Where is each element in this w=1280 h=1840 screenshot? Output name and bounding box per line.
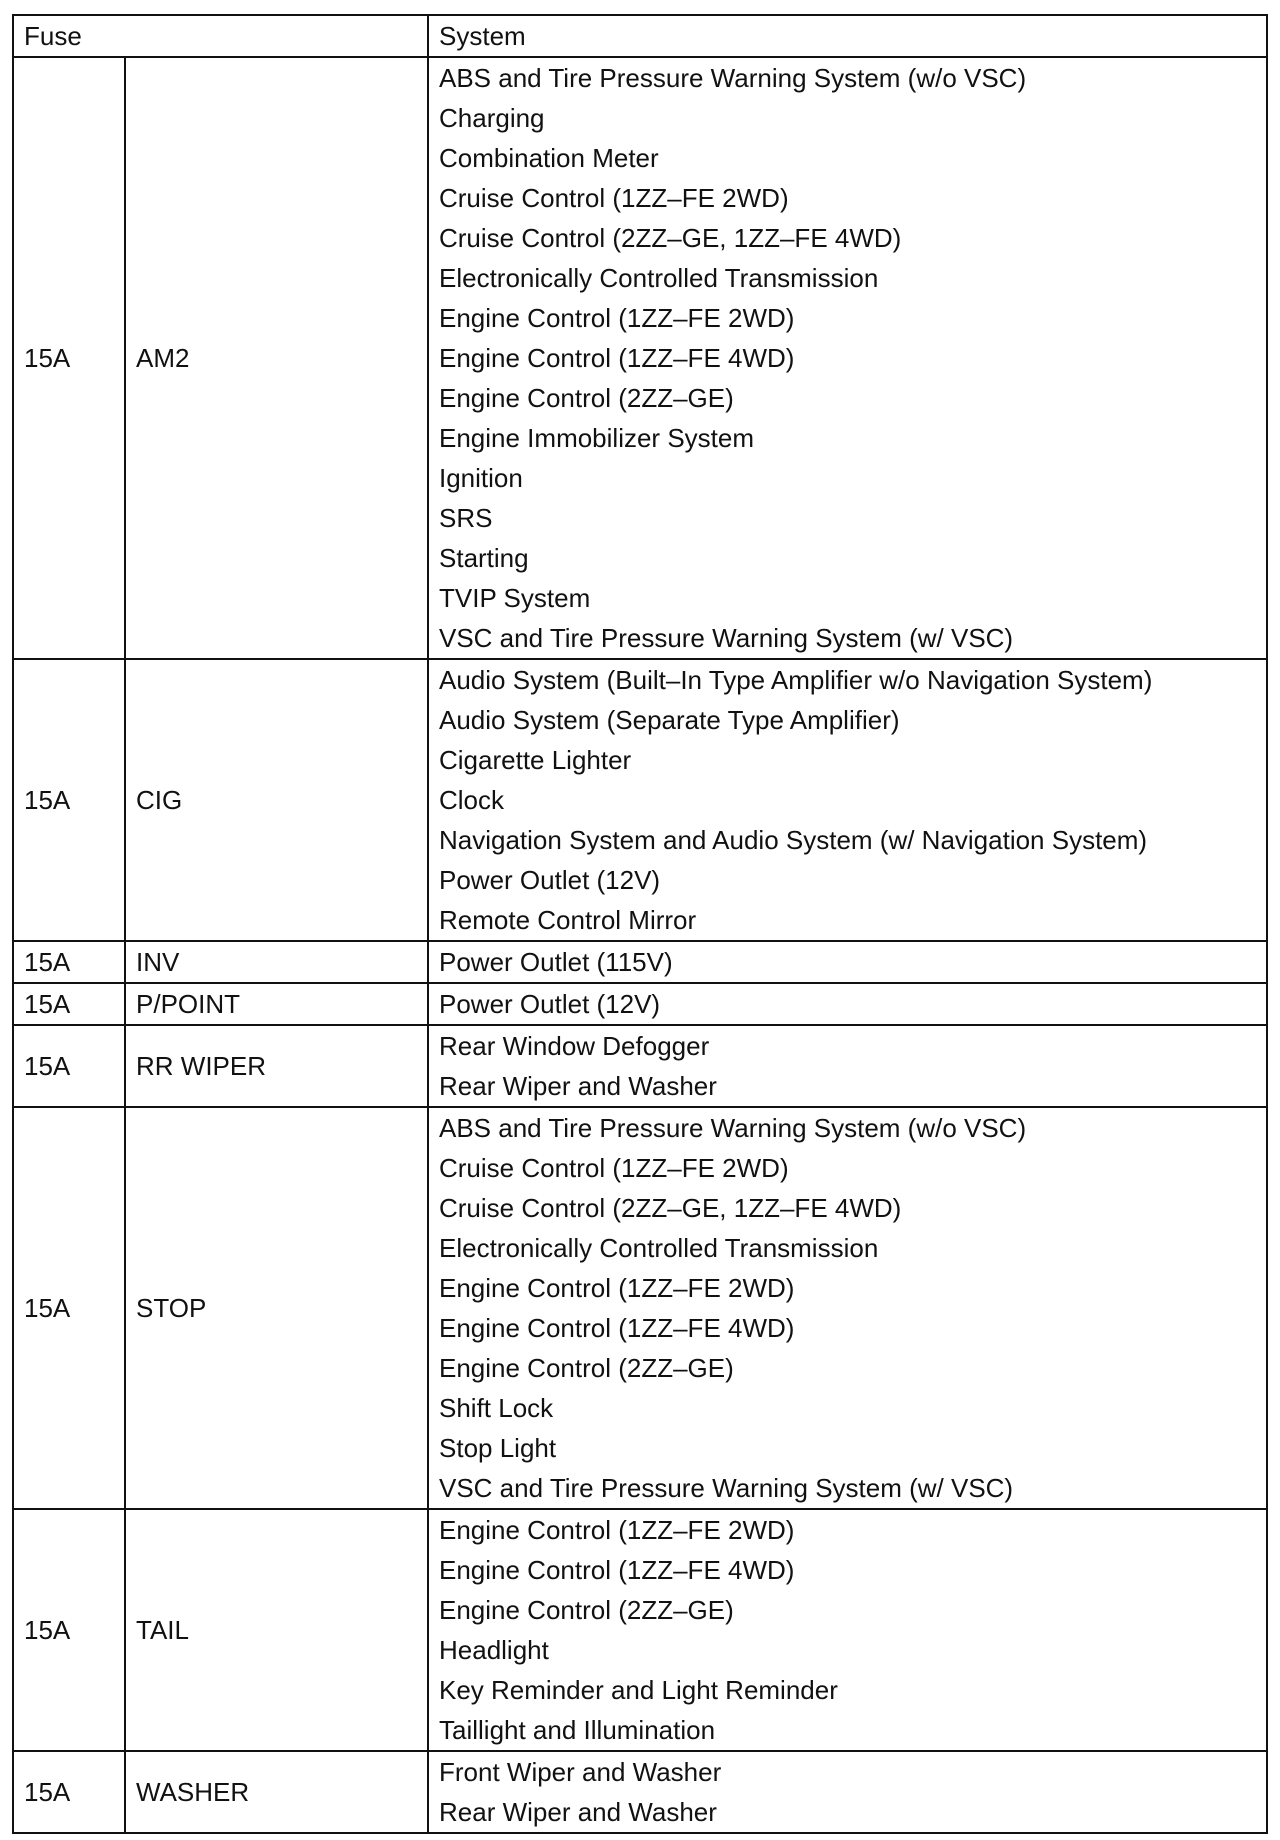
system-item: Engine Control (2ZZ–GE) bbox=[439, 1595, 734, 1625]
system-item: Electronically Controlled Transmission bbox=[439, 1233, 879, 1263]
fuse-systems bbox=[428, 1025, 1267, 1107]
fuse-systems bbox=[428, 1107, 1267, 1509]
system-item: Engine Control (2ZZ–GE) bbox=[439, 383, 734, 413]
fuse-name: AM2 bbox=[125, 57, 428, 659]
system-item: Headlight bbox=[439, 1635, 549, 1665]
system-item: Key Reminder and Light Reminder bbox=[439, 1675, 838, 1705]
system-item: Engine Control (1ZZ–FE 2WD) bbox=[439, 1515, 795, 1545]
fuse-systems bbox=[428, 983, 1267, 1025]
fuse-systems bbox=[428, 659, 1267, 941]
system-item: Electronically Controlled Transmission bbox=[439, 263, 879, 293]
system-item: Ignition bbox=[439, 463, 523, 493]
system-item: VSC and Tire Pressure Warning System (w/ VSC) bbox=[439, 623, 1014, 653]
system-item: Starting bbox=[439, 543, 529, 573]
system-item: Clock bbox=[439, 785, 505, 815]
system-item: Engine Control (1ZZ–FE 2WD) bbox=[439, 303, 795, 333]
system-item: Cigarette Lighter bbox=[439, 745, 632, 775]
system-item: SRS bbox=[439, 503, 493, 533]
fuse-name: P/POINT bbox=[125, 983, 428, 1025]
fuse-amperage: 15A bbox=[13, 941, 125, 983]
system-item: Navigation System and Audio System (w/ Navigation System) bbox=[439, 825, 1148, 855]
system-item: Cruise Control (1ZZ–FE 2WD) bbox=[439, 1153, 789, 1183]
fuse-amperage: 15A bbox=[13, 983, 125, 1025]
system-item: Rear Wiper and Washer bbox=[439, 1797, 717, 1827]
fuse-systems bbox=[428, 941, 1267, 983]
fuse-systems bbox=[428, 1751, 1267, 1833]
system-item: Cruise Control (2ZZ–GE, 1ZZ–FE 4WD) bbox=[439, 223, 902, 253]
system-item: ABS and Tire Pressure Warning System (w/o VSC) bbox=[439, 63, 1027, 93]
system-item: Power Outlet (12V) bbox=[439, 989, 661, 1019]
system-item: Power Outlet (12V) bbox=[439, 865, 661, 895]
system-item: Stop Light bbox=[439, 1433, 557, 1463]
system-item: Cruise Control (2ZZ–GE, 1ZZ–FE 4WD) bbox=[439, 1193, 902, 1223]
fuse-row bbox=[13, 659, 1267, 941]
fuse-name: STOP bbox=[125, 1107, 428, 1509]
system-item: Engine Control (1ZZ–FE 2WD) bbox=[439, 1273, 795, 1303]
fuse-systems bbox=[428, 1509, 1267, 1751]
fuse-table bbox=[12, 14, 1268, 1834]
fuse-amperage: 15A bbox=[13, 659, 125, 941]
fuse-row bbox=[13, 1025, 1267, 1107]
system-item: Engine Immobilizer System bbox=[439, 423, 754, 453]
system-item: Engine Control (2ZZ–GE) bbox=[439, 1353, 734, 1383]
fuse-amperage: 15A bbox=[13, 1751, 125, 1833]
system-item: TVIP System bbox=[439, 583, 591, 613]
fuse-table-sheet bbox=[12, 14, 1266, 1834]
system-item: Engine Control (1ZZ–FE 4WD) bbox=[439, 1313, 795, 1343]
fuse-row bbox=[13, 983, 1267, 1025]
fuse-row bbox=[13, 57, 1267, 659]
header-row bbox=[13, 15, 1267, 57]
system-item: Combination Meter bbox=[439, 143, 659, 173]
fuse-row bbox=[13, 1107, 1267, 1509]
system-item: Taillight and Illumination bbox=[439, 1715, 716, 1745]
system-item: Charging bbox=[439, 103, 545, 133]
system-item: Engine Control (1ZZ–FE 4WD) bbox=[439, 1555, 795, 1585]
fuse-row bbox=[13, 1509, 1267, 1751]
system-item: Engine Control (1ZZ–FE 4WD) bbox=[439, 343, 795, 373]
fuse-row bbox=[13, 941, 1267, 983]
fuse-systems bbox=[428, 57, 1267, 659]
fuse-name: WASHER bbox=[125, 1751, 428, 1833]
header-system: System bbox=[428, 15, 1267, 57]
system-item: VSC and Tire Pressure Warning System (w/ VSC) bbox=[439, 1473, 1014, 1503]
fuse-amperage: 15A bbox=[13, 57, 125, 659]
system-item: Audio System (Separate Type Amplifier) bbox=[439, 705, 900, 735]
system-item: ABS and Tire Pressure Warning System (w/o VSC) bbox=[439, 1113, 1027, 1143]
fuse-row bbox=[13, 1751, 1267, 1833]
system-item: Shift Lock bbox=[439, 1393, 554, 1423]
fuse-name: INV bbox=[125, 941, 428, 983]
system-item: Rear Wiper and Washer bbox=[439, 1071, 717, 1101]
fuse-amperage: 15A bbox=[13, 1025, 125, 1107]
system-item: Cruise Control (1ZZ–FE 2WD) bbox=[439, 183, 789, 213]
fuse-amperage: 15A bbox=[13, 1107, 125, 1509]
system-item: Power Outlet (115V) bbox=[439, 947, 673, 977]
header-fuse: Fuse bbox=[13, 15, 428, 57]
fuse-amperage: 15A bbox=[13, 1509, 125, 1751]
system-item: Rear Window Defogger bbox=[439, 1031, 710, 1061]
fuse-name: RR WIPER bbox=[125, 1025, 428, 1107]
fuse-table-body bbox=[13, 57, 1267, 1833]
system-item: Remote Control Mirror bbox=[439, 905, 697, 935]
fuse-name: CIG bbox=[125, 659, 428, 941]
system-item: Front Wiper and Washer bbox=[439, 1757, 722, 1787]
system-item: Audio System (Built–In Type Amplifier w/o Navigation System) bbox=[439, 665, 1153, 695]
fuse-name: TAIL bbox=[125, 1509, 428, 1751]
